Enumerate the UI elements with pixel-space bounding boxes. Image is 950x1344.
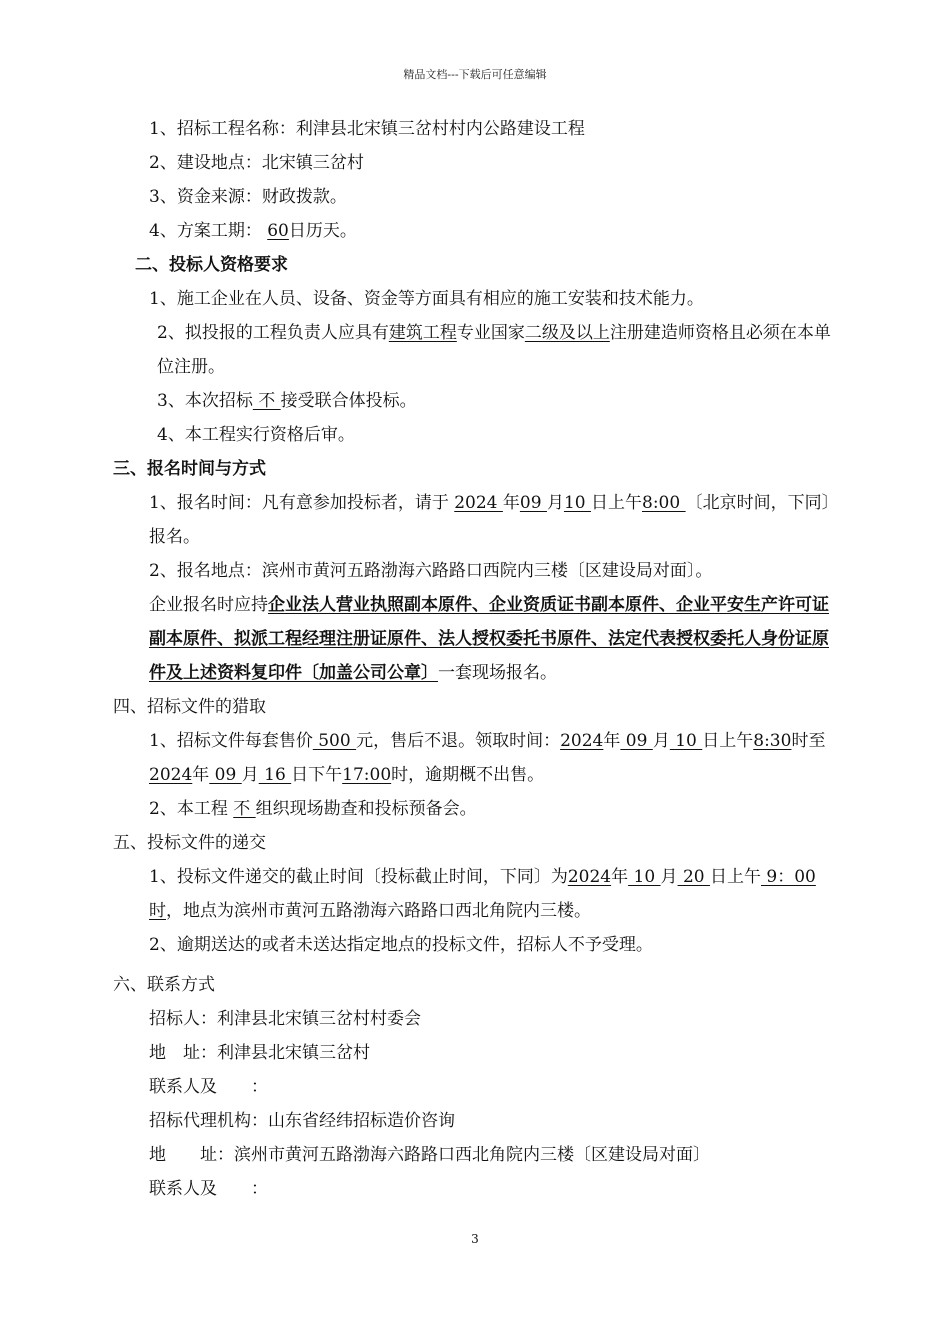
contact-address: 地 址：利津县北宋镇三岔村 xyxy=(149,1043,370,1063)
contact-tenderer: 招标人：利津县北宋镇三岔村村委会 xyxy=(149,1009,421,1029)
registration-requirements: 企业报名时应持企业法人营业执照副本原件、企业资质证书副本原件、企业平安生产许可证副本原件、拟派工程经理注册证原件、法人授权委托书原件、法定代表授权委托人身份证原件及上述资料复印件〔加盖公司公章〕一套现场报名。 xyxy=(149,595,829,683)
duration-value: 60 xyxy=(267,221,289,241)
contact-agency: 招标代理机构：山东省经纬招标造价咨询 xyxy=(149,1111,455,1131)
registration-time: 1、报名时间：凡有意参加投标者，请于 2024 年09 月10 日上午8:00 〔北京时间，下同〕报名。 xyxy=(149,493,831,547)
registration-location: 2、报名地点：滨州市黄河五路渤海六路路口西院内三楼〔区建设局对面〕。 xyxy=(149,561,713,581)
project-location-line: 2、建设地点：北宋镇三岔村 xyxy=(149,153,364,173)
document-body xyxy=(113,112,838,1206)
duration-suffix: 日历天。 xyxy=(288,221,357,241)
submission-late-rule: 2、逾期送达的或者未送达指定地点的投标文件，招标人不予受理。 xyxy=(149,935,653,955)
project-name-line: 1、招标工程名称：利津县北宋镇三岔村村内公路建设工程 xyxy=(149,119,585,139)
submission-deadline: 1、投标文件递交的截止时间〔投标截止时间，下同〕为2024年 10 月 20 日上午 9：00 时，地点为滨州市黄河五路渤海六路路口西北角院内三楼。 xyxy=(149,867,816,921)
qualification-item-4: 4、本工程实行资格后审。 xyxy=(157,425,355,445)
page-number: 3 xyxy=(471,1232,479,1246)
documents-price-time: 1、招标文件每套售价 500 元，售后不退。领取时间：2024年 09 月 10 日上午8:30时至2024年 09 月 16 日下午17:00时，逾期概不出售。 xyxy=(149,731,826,785)
contact-agency-address: 地 址：滨州市黄河五路渤海六路路口西北角院内三楼〔区建设局对面〕 xyxy=(149,1145,710,1165)
contact-person: 联系人及 ： xyxy=(149,1077,268,1097)
section-heading-contact: 六、联系方式 xyxy=(113,975,215,995)
section-heading-qualification: 二、投标人资格要求 xyxy=(135,255,288,275)
duration-label: 4、方案工期： xyxy=(149,221,262,241)
section-heading-documents: 四、招标文件的猎取 xyxy=(113,697,266,717)
documents-site-visit: 2、本工程 不 组织现场勘查和投标预备会。 xyxy=(149,799,477,819)
section-heading-submission: 五、投标文件的递交 xyxy=(113,833,266,853)
page-header: 精品文档---下载后可任意编辑 xyxy=(403,68,547,81)
section-heading-registration: 三、报名时间与方式 xyxy=(113,459,266,479)
project-duration-line xyxy=(113,214,838,248)
qualification-item-3: 3、本次招标 不 接受联合体投标。 xyxy=(157,391,417,411)
contact-agency-person: 联系人及 ： xyxy=(149,1179,268,1199)
project-funding-line: 3、资金来源：财政拨款。 xyxy=(149,187,347,207)
qualification-item-1: 1、施工企业在人员、设备、资金等方面具有相应的施工安装和技术能力。 xyxy=(149,289,704,309)
qualification-item-2: 2、拟投报的工程负责人应具有建筑工程专业国家二级及以上注册建造师资格且必须在本单位注册。 xyxy=(157,323,831,377)
